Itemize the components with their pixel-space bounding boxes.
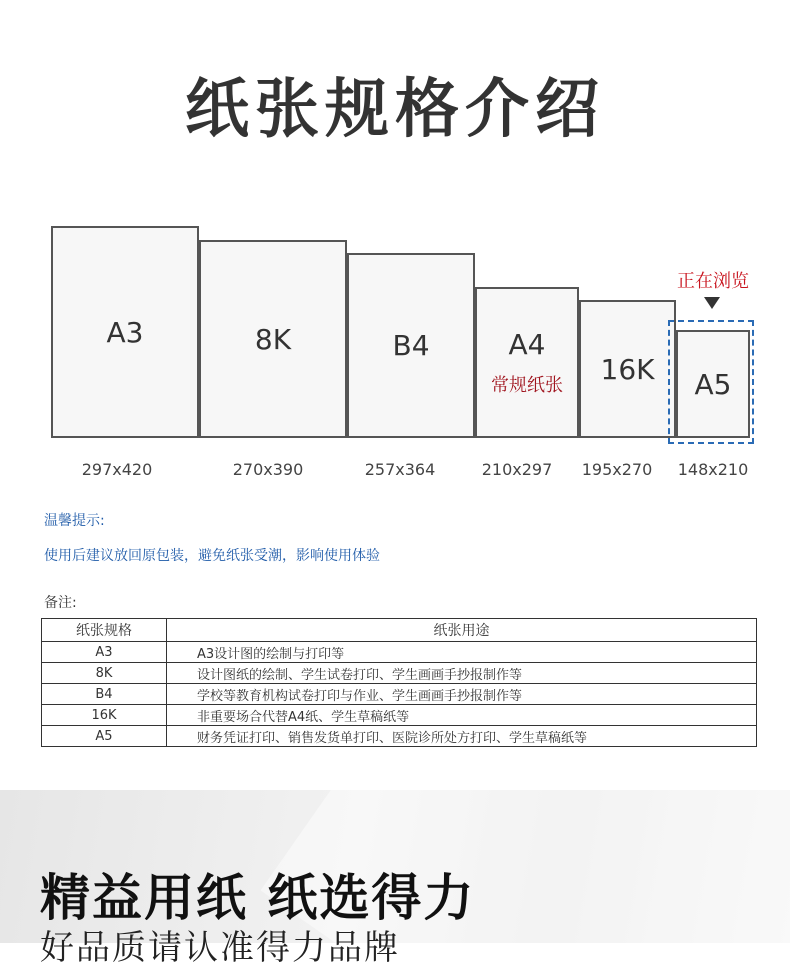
table-cell-usage: 财务凭证打印、销售发货单打印、医院诊所处方打印、学生草稿纸等: [167, 726, 757, 747]
paper-label: A3: [106, 315, 144, 349]
tip-text: 使用后建议放回原包装，避免纸张受潮，影响使用体验: [44, 548, 380, 564]
paper-dimension: 148x210: [677, 460, 749, 479]
table-header-row: [42, 619, 757, 642]
table-cell-size: 16K: [42, 705, 167, 726]
table-cell-size: A3: [42, 642, 167, 663]
page-title: 纸张规格介绍: [185, 73, 605, 147]
paper-dimension: 257x364: [364, 460, 436, 479]
table-row: [42, 663, 757, 684]
table-cell-size: B4: [42, 684, 167, 705]
paper-a3: [51, 226, 199, 438]
paper-dimension: 270x390: [232, 460, 304, 479]
paper-usage-table: [41, 618, 757, 747]
table-row: [42, 684, 757, 705]
paper-8k: [199, 240, 347, 438]
table-cell-usage: A3设计图的绘制与打印等: [167, 642, 757, 663]
paper-16k: [579, 300, 676, 438]
paper-dimension: 297x420: [81, 460, 153, 479]
paper-label: B4: [392, 329, 430, 362]
paper-label: 8K: [254, 322, 292, 356]
browsing-highlight-box: [668, 320, 754, 444]
paper-label: 16K: [600, 352, 655, 386]
paper-label: A5: [694, 367, 732, 401]
paper-b4: [347, 253, 475, 438]
banner-subtitle: 好品质请认准得力品牌: [40, 928, 400, 968]
paper-dimension: 210x297: [481, 460, 553, 479]
table-row: [42, 642, 757, 663]
banner-slogan: 精益用纸 纸选得力: [40, 869, 476, 927]
paper-a4: [475, 287, 579, 438]
remark-label: 备注:: [44, 595, 77, 611]
paper-dimension: 195x270: [581, 460, 653, 479]
table-cell-size: A5: [42, 726, 167, 747]
table-header: 纸张规格: [42, 619, 167, 642]
paper-label: A4: [508, 328, 546, 361]
table-cell-size: 8K: [42, 663, 167, 684]
table-row: [42, 726, 757, 747]
table-cell-usage: 学校等教育机构试卷打印与作业、学生画画手抄报制作等: [167, 684, 757, 705]
table-cell-usage: 非重要场合代替A4纸、学生草稿纸等: [167, 705, 757, 726]
paper-note: 常规纸张: [491, 375, 563, 396]
table-cell-usage: 设计图纸的绘制、学生试卷打印、学生画画手抄报制作等: [167, 663, 757, 684]
down-arrow-icon: [704, 297, 720, 309]
browsing-label: 正在浏览: [677, 271, 749, 292]
table-row: [42, 705, 757, 726]
table-header: 纸张用途: [167, 619, 757, 642]
tip-title: 温馨提示:: [44, 513, 105, 529]
